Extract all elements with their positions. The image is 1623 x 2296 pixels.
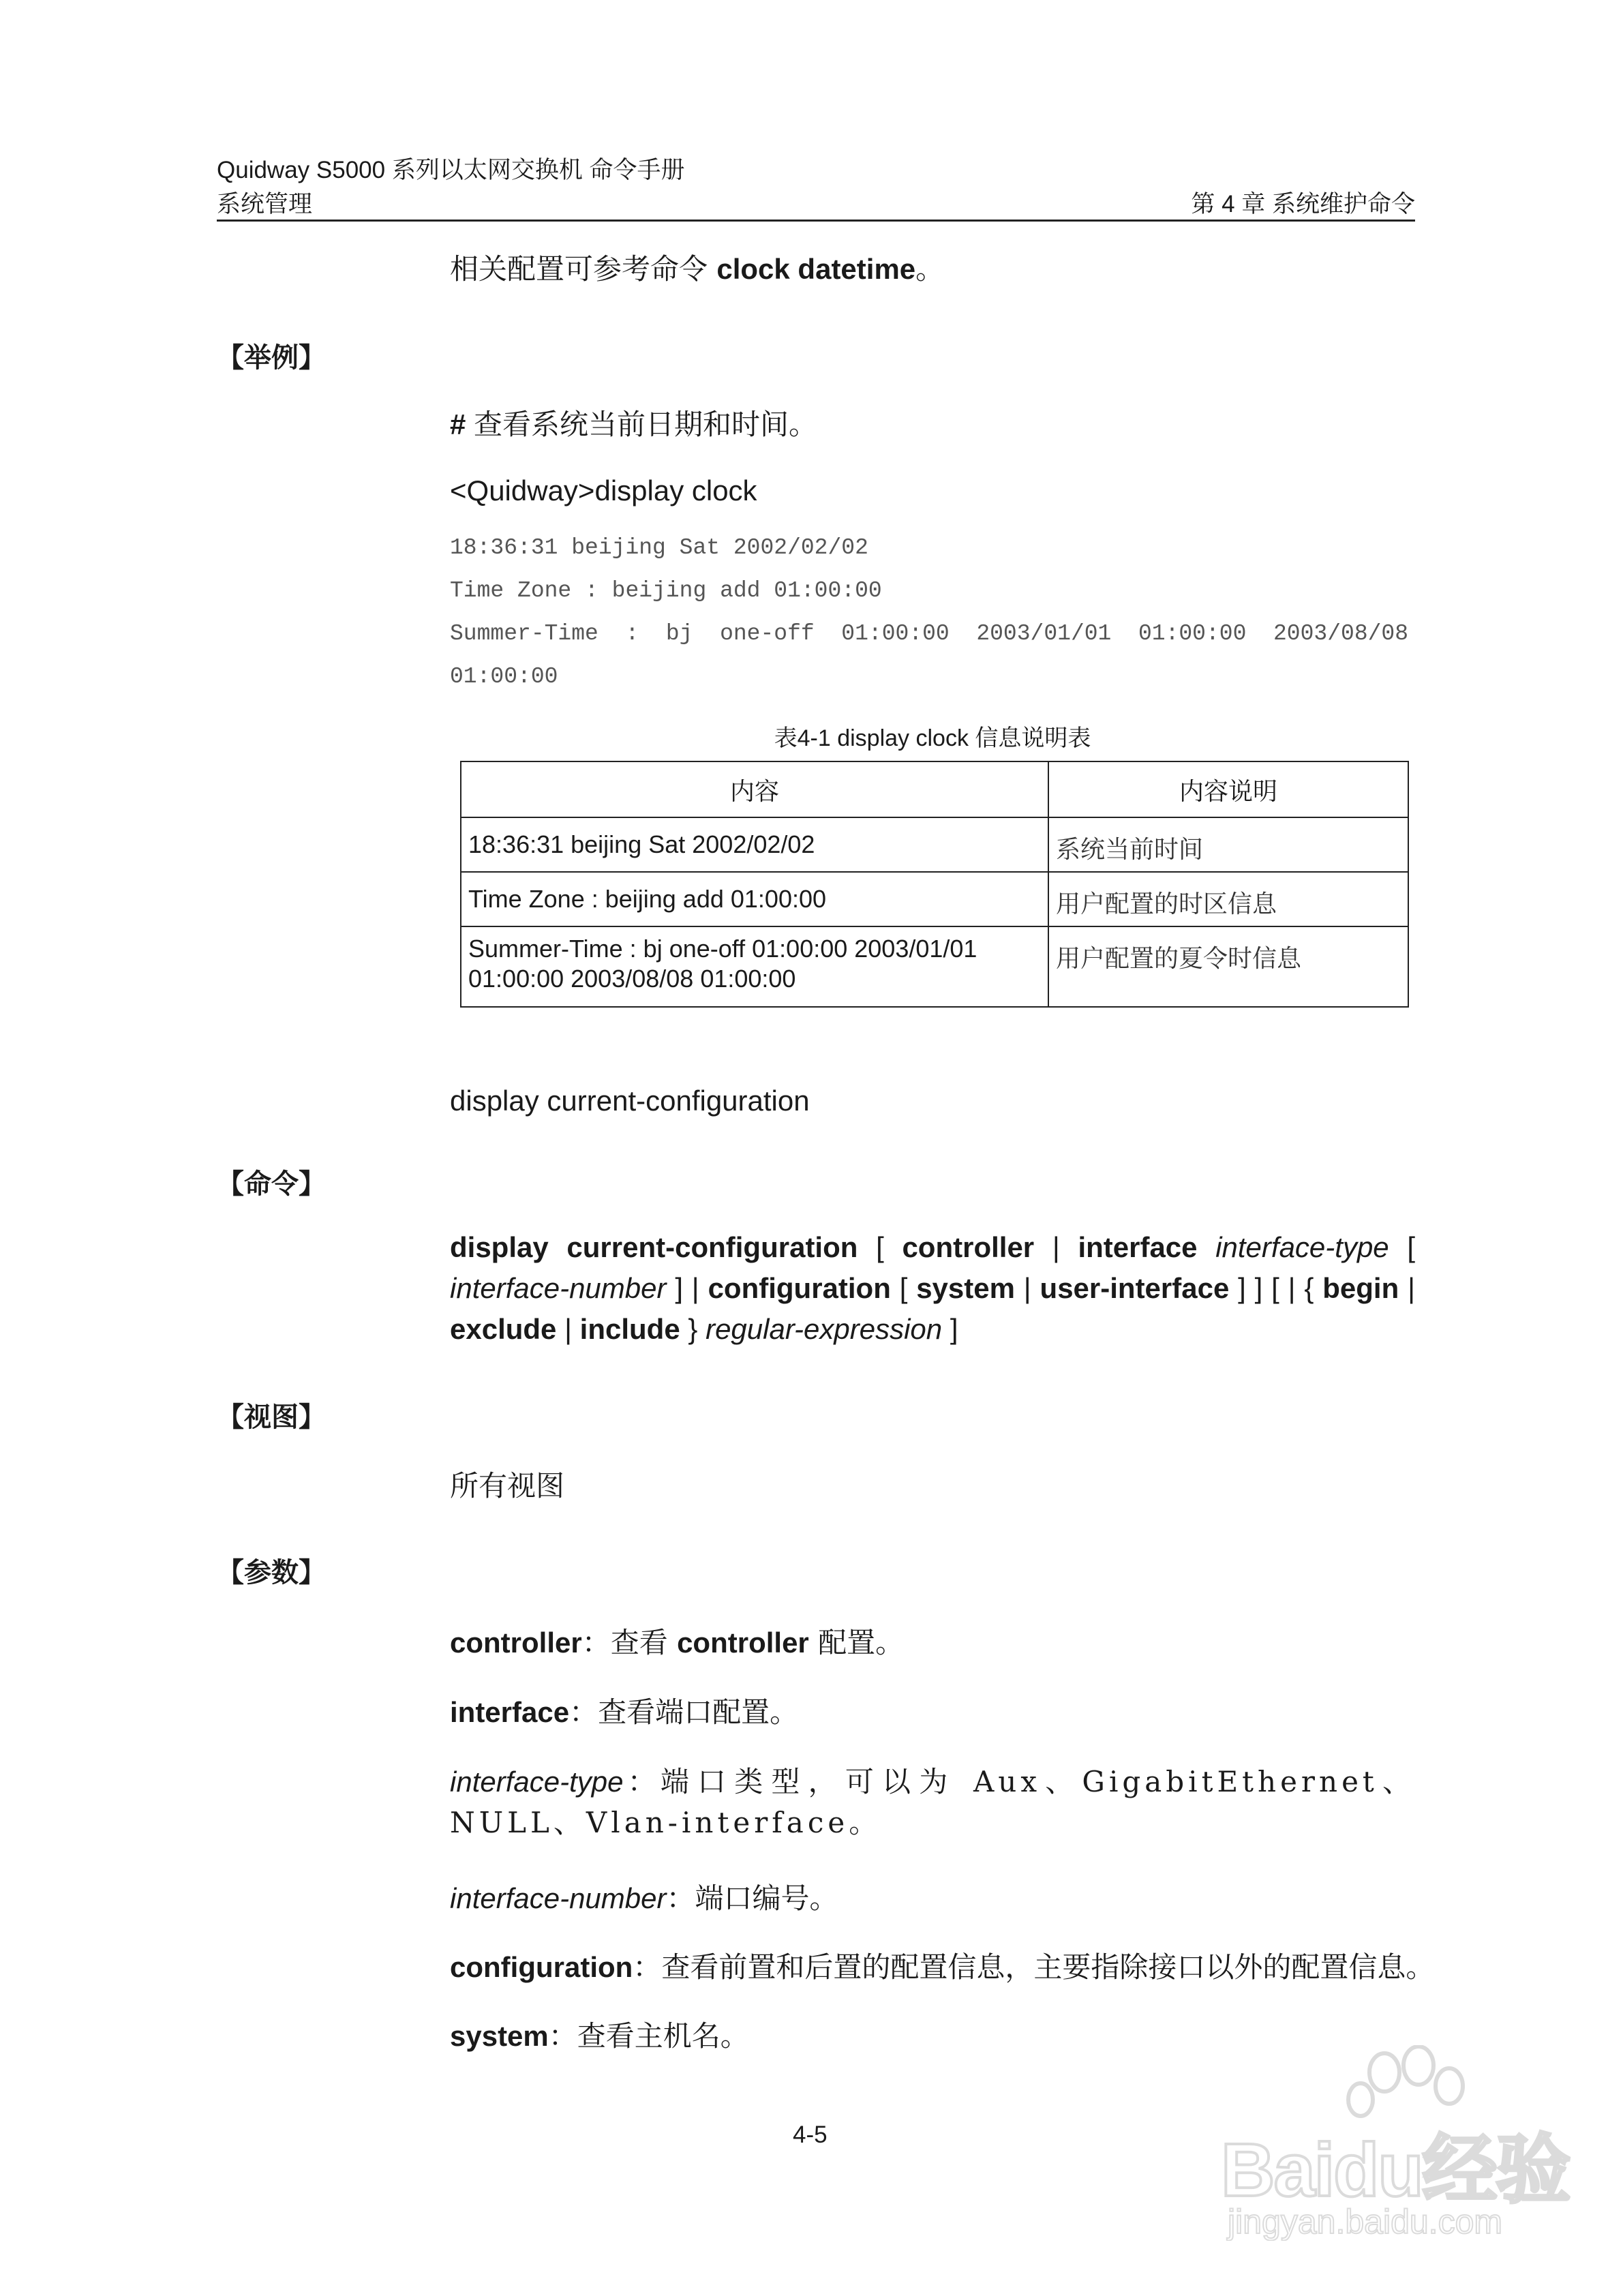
running-header-chapter: 第 4 章 系统维护命令 [1191,191,1415,217]
param-item [450,2016,749,2057]
table-header-row [461,761,1408,817]
param-name: interface [450,1696,570,1728]
param-name: configuration [450,1951,633,1983]
param-sep: ： [623,1765,661,1798]
table-row [461,872,1408,926]
table-header-cell: 内容说明 [1048,761,1408,817]
param-desc: 查看主机名。 [577,2019,749,2053]
section-heading-example: 【举例】 [217,343,326,373]
table-cell: 用户配置的时区信息 [1048,872,1408,926]
running-header-title: Quidway S5000 系列以太网交换机 命令手册 [217,157,685,183]
param-desc: 端口编号。 [695,1882,838,1915]
example-comment [450,404,817,445]
comment-hash: # [450,408,474,440]
param-name: interface-type [450,1766,624,1798]
command-syntax: display current-configuration [ controller | interface interface-type [ interface-number ] | configuration [ system | user-interface ] ] [ | { begin | exclude | include } regular-expression ] [450,1231,1416,1345]
param-item [450,1762,1415,1843]
related-command: clock datetime [716,253,916,285]
table-caption: 表4-1 display clock 信息说明表 [774,725,1091,751]
table-cell: Summer-Time : bj one-off 01:00:00 2003/01/01 01:00:00 2003/08/08 01:00:00 [461,926,1048,1007]
watermark-url: jingyan.baidu.com [1228,2203,1503,2241]
table-header-cell: 内容 [461,761,1048,817]
param-sep: ： [581,1626,611,1659]
related-config-suffix: 。 [915,252,945,286]
param-desc: 查看端口配置。 [598,1695,799,1729]
param-name: interface-number [450,1882,667,1914]
param-sep: ： [548,2019,577,2053]
param-item [450,1878,838,1919]
table-cell: 用户配置的夏令时信息 [1048,926,1408,1007]
view-text: 所有视图 [450,1469,565,1502]
command-title: display current-configuration [450,1085,810,1117]
output-line: 01:00:00 [450,664,558,689]
table-cell: 18:36:31 beijing Sat 2002/02/02 [461,817,1048,872]
table-cell: 系统当前时间 [1048,817,1408,872]
param-item [450,1692,798,1733]
page-number: 4-5 [793,2121,828,2148]
example-prompt: <Quidway>display clock [450,474,757,507]
param-sep: ： [633,1950,662,1984]
param-sep: ： [569,1695,598,1729]
related-config-line [450,249,944,290]
table-row [461,926,1408,1007]
table-row [461,817,1408,872]
param-item [450,1622,904,1663]
param-desc: 端口类型，可以为 Aux、GigabitEthernet、NULL、Vlan-interface。 [450,1765,1415,1839]
param-desc-post: 配置。 [808,1626,905,1659]
output-line: Summer-Time : bj one-off 01:00:00 2003/01/01 01:00:00 2003/08/08 [450,621,1409,646]
param-name: controller [450,1627,582,1659]
comment-text: 查看系统当前日期和时间。 [474,408,818,441]
section-heading-command: 【命令】 [217,1169,326,1199]
param-sep: ： [666,1882,695,1915]
table-cell: Time Zone : beijing add 01:00:00 [461,872,1048,926]
baidu-jingyan-watermark [1214,2045,1570,2250]
section-heading-view: 【视图】 [217,1402,326,1432]
param-desc-bold: controller [677,1627,809,1659]
param-desc-pre: 查看 [610,1626,678,1659]
running-header-section: 系统管理 [217,191,313,217]
output-line: Time Zone : beijing add 01:00:00 [450,578,882,603]
param-item [450,1947,1434,1988]
param-name: system [450,2020,549,2052]
info-table [460,761,1409,1008]
watermark-logo-text: Baidu经验 [1221,2128,1570,2212]
param-desc: 查看前置和后置的配置信息，主要指除接口以外的配置信息。 [661,1950,1435,1984]
related-config-prefix: 相关配置可参考命令 [450,252,717,286]
output-line: 18:36:31 beijing Sat 2002/02/02 [450,535,868,560]
header-divider [217,220,1415,222]
section-heading-params: 【参数】 [217,1558,326,1588]
